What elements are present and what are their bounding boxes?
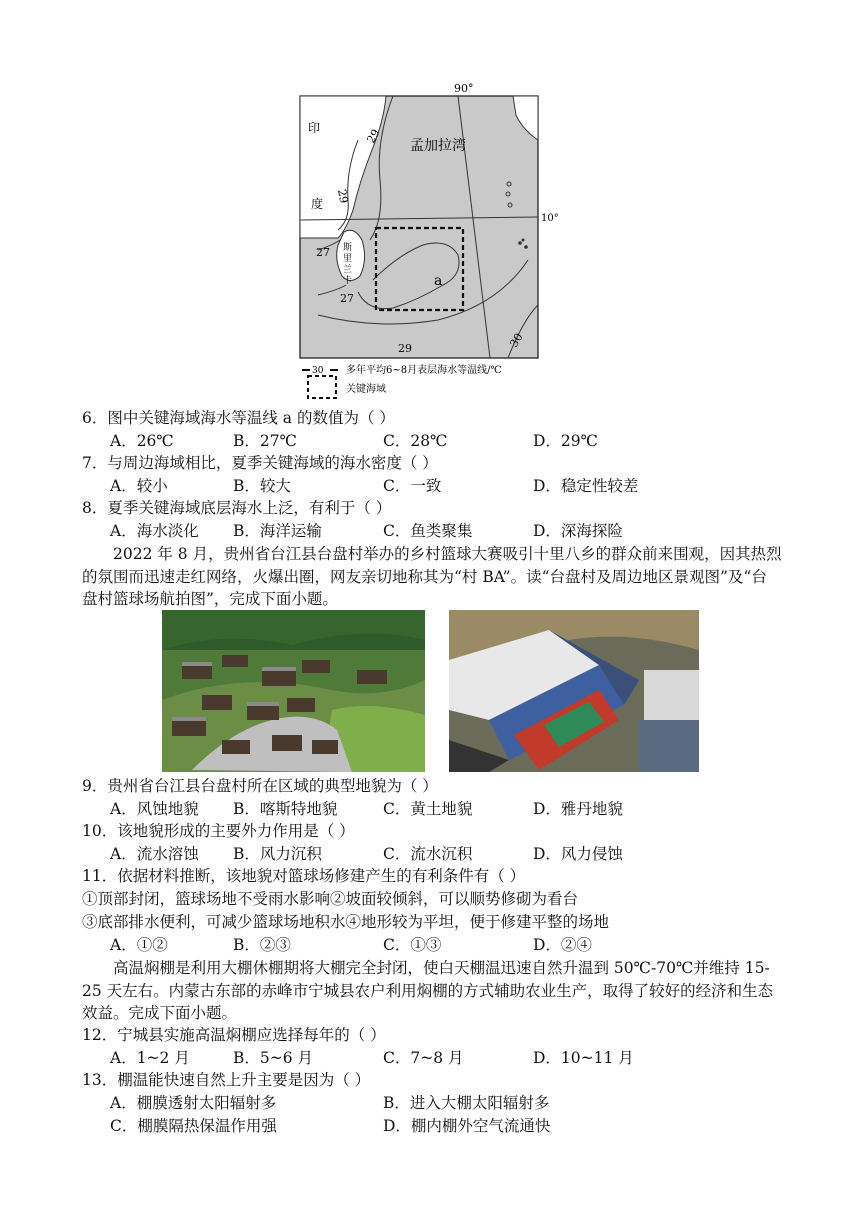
q10-option-d: D．风力侵蚀 — [533, 845, 623, 863]
q13-option-d: D．棚内棚外空气流通快 — [383, 1117, 551, 1135]
q9-option-d: D．雅丹地貌 — [533, 800, 623, 818]
iso-label-29a: 29 — [364, 126, 383, 146]
q12-option-d: D．10~11 月 — [533, 1049, 634, 1067]
legend-isotherm: 多年平均6~8月表层海水等温线/℃ — [346, 365, 502, 376]
q8-option-c: C．鱼类聚集 — [383, 522, 473, 540]
q13-option-c: C．棚膜隔热保温作用强 — [110, 1117, 277, 1135]
iso-label-27b: 27 — [340, 292, 354, 305]
legend-key-box — [308, 376, 336, 398]
passage-greenhouse: 高温焖棚是利用大棚休棚期将大棚完全封闭，使白天棚温迅速自然升温到 50℃-70℃并维持 15-25 天左右。内蒙古东部的赤峰市宁城县农户利用焖棚的方式辅助农业生产，取得了较好的经济和生态效益。完成下面小题。 — [82, 959, 774, 1022]
q6-option-b: B．27℃ — [233, 432, 297, 450]
q9-stem: 9．贵州省台江县台盘村所在区域的典型地貌为（ ） — [82, 777, 438, 795]
q12-option-c: C．7~8 月 — [383, 1049, 464, 1067]
q11-option-b: B．②③ — [233, 936, 291, 954]
srilanka-label-3: 兰 — [343, 265, 353, 275]
q10-option-b: B．风力沉积 — [233, 845, 322, 863]
q8-option-b: B．海洋运输 — [233, 522, 322, 540]
q11-statement-line1: ①顶部封闭，篮球场地不受雨水影响②坡面较倾斜，可以顺势修砌为看台 — [82, 890, 579, 908]
legend-key-area: 关键海域 — [346, 384, 386, 395]
india-label-1: 印 — [308, 121, 321, 135]
legend-sample-value: 30 — [312, 366, 324, 376]
q12-option-a: A．1~2 月 — [110, 1049, 190, 1067]
q7-option-c: C．一致 — [383, 477, 442, 495]
srilanka-label-1: 斯 — [343, 243, 353, 253]
q12-option-b: B．5~6 月 — [233, 1049, 314, 1067]
q11-statement-line2: ③底部排水便利，可减少篮球场地积水④地形较为平坦，便于修建平整的场地 — [82, 913, 610, 931]
india-label-2: 度 — [311, 197, 324, 211]
iso-label-27a: 27 — [316, 246, 330, 259]
basketball-court-aerial-photo — [449, 610, 699, 772]
q11-option-a: A．①② — [110, 936, 168, 954]
lon-label: 90° — [454, 82, 474, 95]
q8-option-a: A．海水淡化 — [110, 522, 199, 540]
q9-option-a: A．风蚀地貌 — [110, 800, 199, 818]
iso-label-30: 30 — [507, 330, 526, 350]
q7-stem: 7．与周边海域相比，夏季关键海域的海水密度（ ） — [82, 454, 438, 472]
q10-option-c: C．流水沉积 — [383, 845, 473, 863]
q10-option-a: A．流水溶蚀 — [110, 845, 199, 863]
q7-option-a: A．较小 — [110, 477, 168, 495]
q6-option-c: C．28℃ — [383, 432, 448, 450]
q9-option-b: B．喀斯特地貌 — [233, 800, 338, 818]
q10-stem: 10．该地貌形成的主要外力作用是（ ） — [82, 822, 355, 840]
q6-option-a: A．26℃ — [110, 432, 174, 450]
bay-label: 孟加拉湾 — [410, 138, 466, 154]
q8-option-d: D．深海探险 — [533, 522, 623, 540]
iso-label-a: a — [434, 273, 443, 289]
q8-stem: 8．夏季关键海域底层海水上泛，有利于（ ） — [82, 499, 392, 517]
q11-stem: 11．依据材料推断，该地貌对篮球场修建产生的有利条件有（ ） — [82, 867, 526, 885]
q9-option-c: C．黄土地貌 — [383, 800, 473, 818]
srilanka-label-4: 卡 — [343, 276, 353, 286]
q12-stem: 12．宁城县实施高温焖棚应选择每年的（ ） — [82, 1026, 386, 1044]
q7-option-b: B．较大 — [233, 477, 291, 495]
srilanka-label-2: 里 — [343, 254, 353, 264]
q6-option-d: D．29℃ — [533, 432, 598, 450]
q13-stem: 13．棚温能快速自然上升主要是因为（ ） — [82, 1071, 371, 1089]
q7-option-d: D．稳定性较差 — [533, 477, 639, 495]
iso-label-29c: 29 — [398, 342, 412, 355]
q13-option-a: A．棚膜透射太阳辐射多 — [110, 1094, 277, 1112]
q11-option-d: D．②④ — [533, 936, 592, 954]
lat-label: 10° — [541, 213, 559, 224]
iso-label-29b: 29 — [335, 188, 351, 205]
q11-option-c: C．①③ — [383, 936, 442, 954]
q6-stem: 6．图中关键海域海水等温线 a 的数值为（ ） — [82, 409, 395, 427]
taipan-village-landscape-photo — [162, 610, 425, 772]
passage-village-ba: 2022 年 8 月，贵州省台江县台盘村举办的乡村篮球大赛吸引十里八乡的群众前来围观，因其热烈的氛围而迅速走红网络，火爆出圈，网友亲切地称其为“村 BA”。读“台盘村及周边地区景观图”及“台盘村篮球场航拍图”，完成下面小题。 — [82, 545, 782, 608]
isotherm-map — [298, 80, 559, 400]
q13-option-b: B．进入大棚太阳辐射多 — [383, 1094, 550, 1112]
